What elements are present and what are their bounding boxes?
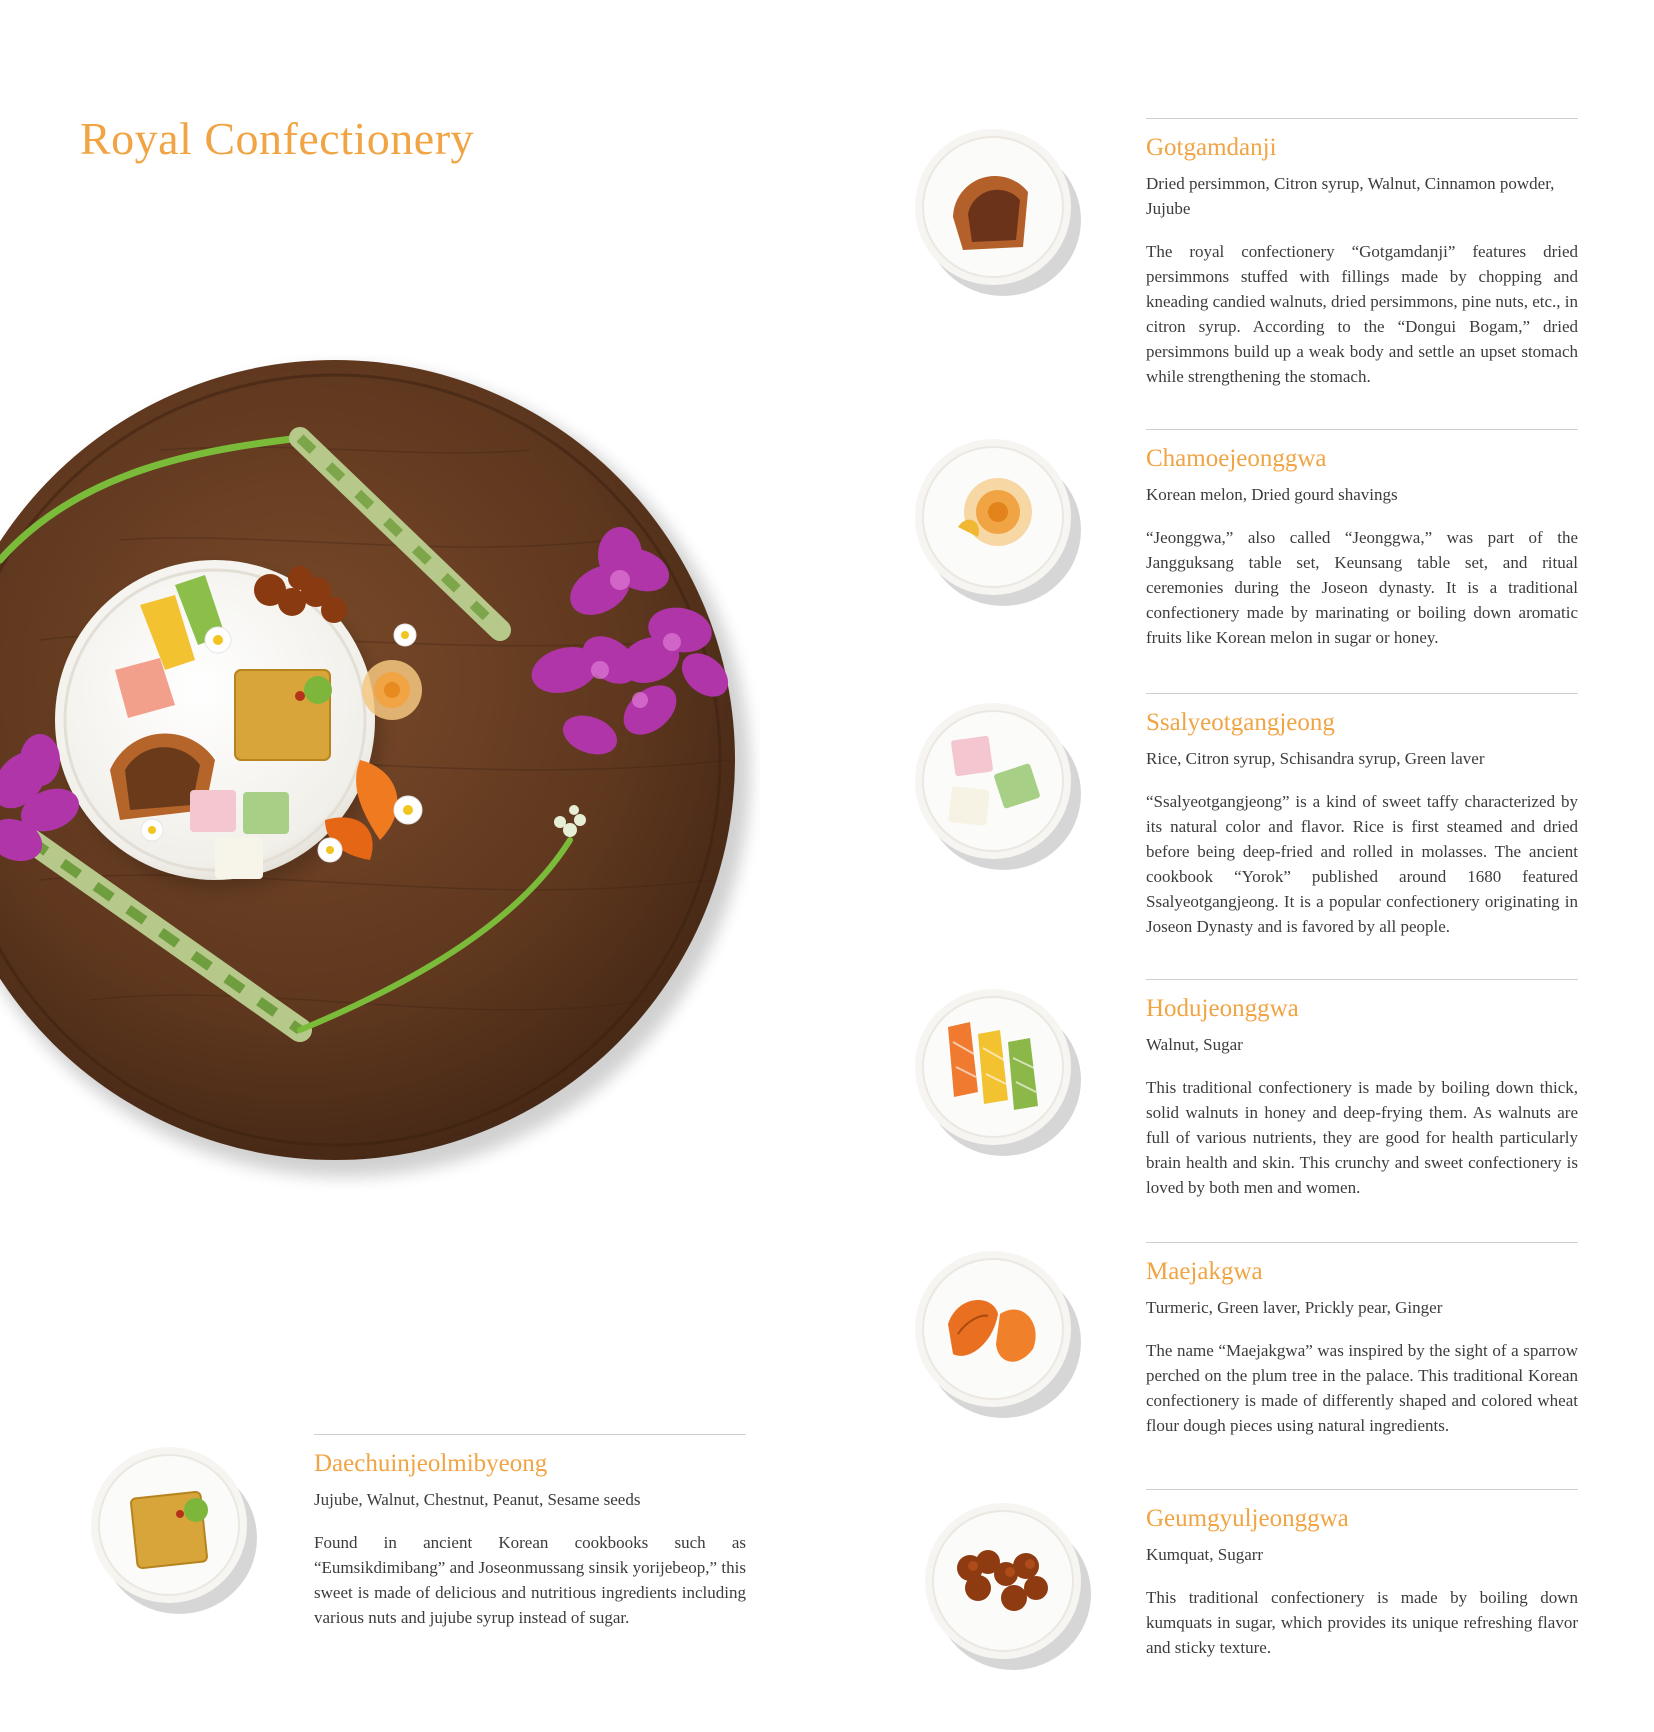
item-ingredients: Turmeric, Green laver, Prickly pear, Ginger [1146, 1298, 1443, 1317]
melon-rose-icon [908, 432, 1078, 602]
item-geumgyuljeonggwa [1146, 1489, 1578, 1660]
item-image [908, 1244, 1078, 1414]
item-ssalyeotgangjeong [1146, 693, 1578, 939]
page-title: Royal Confectionery [80, 113, 475, 164]
divider [1146, 1489, 1578, 1490]
item-description: “Ssalyeotgangjeong” is a kind of sweet taffy characterized by its natural color and flavor. Rice is first steamed and dried before being deep-fried and rolled in molasses. The ancient cookbook “Yorok” published around 1680 featured Ssalyeotgangjeong. It is a popular confectionery originating in Joseon Dynasty and is favored by all people. [1146, 792, 1578, 936]
item-title: Gotgamdanji [1146, 134, 1277, 161]
item-image [908, 696, 1078, 866]
item-description: The name “Maejakgwa” was inspired by the sight of a sparrow perched on the plum tree in the palace. This traditional Korean confectionery is made of differently shaped and colored wheat flour dough pieces using natural ingredients. [1146, 1341, 1578, 1435]
item-description: The royal confectionery “Gotgamdanji” features dried persimmons stuffed with fillings made by chopping and kneading candied walnuts, dried persimmons, pine nuts, etc., in citron syrup. According to the “Dongui Bogam,” dried persimmons build up a weak body and settle an upset stomach while strengthening the stomach. [1146, 242, 1578, 386]
item-image [918, 1496, 1088, 1666]
item-ingredients: Walnut, Sugar [1146, 1035, 1243, 1054]
item-description: “Jeonggwa,” also called “Jeonggwa,” was part of the Jangguksang table set, Keunsang table set, and ritual ceremonies during the Joseon dynasty. It is a traditional confectionery made by marinating or boiling down aromatic fruits like Korean melon in sugar or honey. [1146, 528, 1578, 647]
item-ingredients: Kumquat, Sugarr [1146, 1545, 1264, 1564]
twisted-dough-icon [908, 982, 1078, 1152]
item-gotgamdanji [1146, 118, 1578, 389]
item-title: Maejakgwa [1146, 1258, 1263, 1285]
item-description: This traditional confectionery is made by boiling down kumquats in sugar, which provides its unique refreshing flavor and sticky texture. [1146, 1588, 1578, 1657]
divider [1146, 429, 1578, 430]
divider [1146, 979, 1578, 980]
item-description: This traditional confectionery is made by boiling down thick, solid walnuts in honey and deep-frying them. As walnuts are full of various nutrients, they are good for health particularly brain health and skin. This crunchy and sweet confectionery is loved by both men and women. [1146, 1078, 1578, 1197]
item-ingredients: Dried persimmon, Citron syrup, Walnut, Cinnamon powder, Jujube [1146, 174, 1555, 218]
item-ingredients: Jujube, Walnut, Chestnut, Peanut, Sesame seeds [314, 1490, 641, 1509]
orange-leaf-icon [908, 1244, 1078, 1414]
item-title: Geumgyuljeonggwa [1146, 1505, 1349, 1532]
item-image [908, 122, 1078, 292]
item-image [908, 432, 1078, 602]
divider [314, 1434, 746, 1435]
item-title: Chamoejeonggwa [1146, 445, 1327, 472]
rice-taffy-icon [908, 696, 1078, 866]
item-image [908, 982, 1078, 1152]
dried-persimmon-icon [908, 122, 1078, 292]
item-title: Hodujeonggwa [1146, 995, 1299, 1022]
item-ingredients: Rice, Citron syrup, Schisandra syrup, Green laver [1146, 749, 1485, 768]
divider [1146, 118, 1578, 119]
item-image [84, 1440, 254, 1610]
hero-tray-image [0, 340, 760, 1260]
item-hodujeonggwa [1146, 979, 1578, 1200]
item-title: Daechuinjeolmibyeong [314, 1450, 548, 1477]
item-description: Found in ancient Korean cookbooks such as “Eumsikdimibang” and Joseonmussang sinsik yorijebeop,” this sweet is made of delicious and nutritious ingredients including various nuts and jujube syrup instead of sugar. [314, 1533, 746, 1627]
divider [1146, 693, 1578, 694]
item-ingredients: Korean melon, Dried gourd shavings [1146, 485, 1398, 504]
item-chamoejeonggwa [1146, 429, 1578, 650]
jujube-rice-cake-icon [84, 1440, 254, 1610]
item-daechuinjeolmibyeong [314, 1434, 746, 1630]
divider [1146, 1242, 1578, 1243]
candied-walnut-icon [918, 1496, 1088, 1666]
item-title: Ssalyeotgangjeong [1146, 709, 1335, 736]
item-maejakgwa [1146, 1242, 1578, 1438]
